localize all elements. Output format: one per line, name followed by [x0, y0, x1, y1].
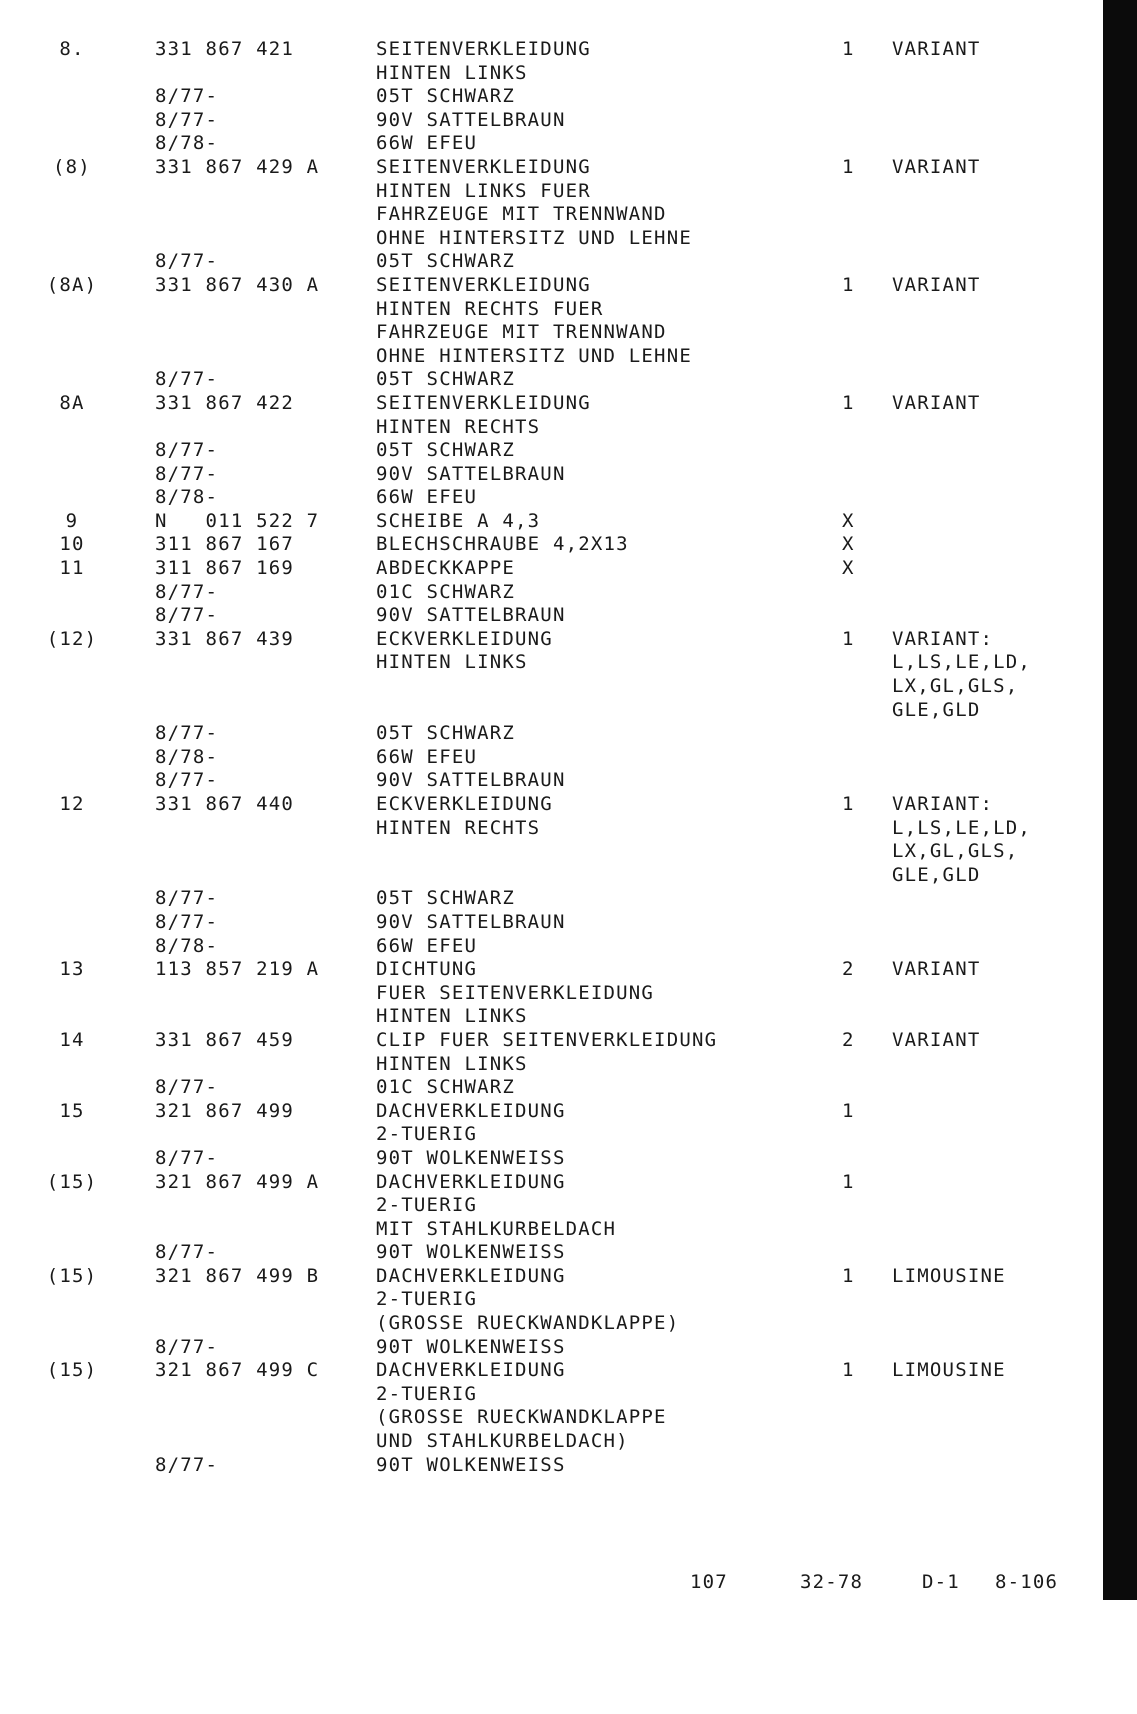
table-row: [0, 1147, 1080, 1171]
part-description: HINTEN RECHTS: [376, 816, 541, 839]
part-description: ECKVERKLEIDUNG: [376, 793, 553, 815]
table-row: [0, 604, 1080, 628]
part-description: UND STAHLKURBELDACH): [376, 1430, 629, 1453]
part-description: (GROSSE RUECKWANDKLAPPE): [376, 1312, 680, 1335]
part-description: 66W EFEU: [376, 132, 478, 155]
remark: LX,GL,GLS,: [892, 675, 1019, 698]
part-description: 90V SATTELBRAUN: [376, 604, 566, 627]
item-position: 13: [59, 958, 85, 981]
part-description: 05T SCHWARZ: [376, 368, 516, 391]
quantity: 1: [842, 627, 855, 650]
quantity: 1: [842, 391, 855, 414]
part-description: MIT STAHLKURBELDACH: [376, 1217, 617, 1240]
part-number: 331 867 430 A: [155, 273, 320, 296]
table-row: [0, 1359, 1080, 1383]
table-row: [0, 982, 1080, 1006]
quantity: X: [842, 533, 855, 556]
part-description: DACHVERKLEIDUNG: [376, 1170, 566, 1193]
part-description: 2-TUERIG: [376, 1288, 478, 1311]
part-number: 311 867 169: [155, 557, 295, 580]
part-number: 331 867 422: [155, 391, 295, 414]
table-row: [0, 109, 1080, 133]
table-row: [0, 180, 1080, 204]
table-row: [0, 722, 1080, 746]
part-description: (GROSSE RUECKWANDKLAPPE: [376, 1406, 667, 1429]
table-row: [0, 840, 1080, 864]
part-number: 321 867 499 C: [155, 1359, 320, 1382]
part-description: 90V SATTELBRAUN: [376, 769, 566, 792]
part-description: 90V SATTELBRAUN: [376, 462, 566, 485]
remark: VARIANT: [892, 273, 981, 296]
part-description: 05T SCHWARZ: [376, 439, 516, 462]
table-row: [0, 699, 1080, 723]
table-row: [0, 132, 1080, 156]
part-description: 2-TUERIG: [376, 1194, 478, 1217]
part-number: 331 867 440: [155, 793, 295, 815]
table-row: [0, 1100, 1080, 1124]
part-number: 8/77-: [155, 1241, 219, 1264]
part-description: HINTEN LINKS: [376, 61, 528, 84]
part-description: FAHRZEUGE MIT TRENNWAND: [376, 321, 667, 344]
part-number: 321 867 499: [155, 1099, 295, 1122]
table-row: [0, 38, 1080, 62]
table-row: [0, 935, 1080, 959]
part-description: BLECHSCHRAUBE 4,2X13: [376, 533, 629, 556]
table-row: [0, 769, 1080, 793]
part-number: 8/77-: [155, 1453, 219, 1476]
part-description: DACHVERKLEIDUNG: [376, 1264, 566, 1287]
part-description: CLIP FUER SEITENVERKLEIDUNG: [376, 1028, 718, 1051]
table-row: [0, 1005, 1080, 1029]
item-position: (15): [46, 1264, 98, 1287]
item-position: 8A: [59, 391, 85, 414]
part-number: 8/77-: [155, 462, 219, 485]
part-number: 8/77-: [155, 85, 219, 108]
part-description: 05T SCHWARZ: [376, 887, 516, 910]
table-row: [0, 911, 1080, 935]
part-description: 2-TUERIG: [376, 1382, 478, 1405]
part-description: SEITENVERKLEIDUNG: [376, 38, 591, 60]
table-row: [0, 1336, 1080, 1360]
part-number: 311 867 167: [155, 533, 295, 556]
table-row: [0, 746, 1080, 770]
part-description: OHNE HINTERSITZ UND LEHNE: [376, 226, 692, 249]
table-row: [0, 250, 1080, 274]
footer-reference: 8-106: [995, 1571, 1059, 1593]
quantity: 1: [842, 38, 855, 60]
part-description: DICHTUNG: [376, 958, 478, 981]
remark: LX,GL,GLS,: [892, 840, 1019, 863]
item-position: (15): [46, 1359, 98, 1382]
table-row: [0, 1241, 1080, 1265]
quantity: 1: [842, 1170, 855, 1193]
part-number: 8/78-: [155, 486, 219, 509]
table-row: [0, 1171, 1080, 1195]
part-number: 331 867 421: [155, 38, 295, 60]
part-description: 66W EFEU: [376, 934, 478, 957]
part-description: 90T WOLKENWEISS: [376, 1241, 566, 1264]
table-row: [0, 85, 1080, 109]
table-row: [0, 533, 1080, 557]
table-row: [0, 887, 1080, 911]
remark: LIMOUSINE: [892, 1359, 1006, 1382]
item-position: 15: [59, 1099, 85, 1122]
part-description: 2-TUERIG: [376, 1123, 478, 1146]
part-description: SEITENVERKLEIDUNG: [376, 273, 591, 296]
part-description: DACHVERKLEIDUNG: [376, 1359, 566, 1382]
part-number: 8/77-: [155, 887, 219, 910]
part-description: HINTEN LINKS: [376, 1052, 528, 1075]
part-number: 8/77-: [155, 1335, 219, 1358]
part-number: 8/77-: [155, 368, 219, 391]
item-position: 8.: [59, 38, 85, 60]
table-row: [0, 486, 1080, 510]
part-number: 8/77-: [155, 250, 219, 273]
table-row: [0, 1076, 1080, 1100]
table-row: [0, 368, 1080, 392]
part-number: 113 857 219 A: [155, 958, 320, 981]
table-row: [0, 439, 1080, 463]
table-row: [0, 510, 1080, 534]
part-number: 321 867 499 A: [155, 1170, 320, 1193]
table-row: [0, 321, 1080, 345]
part-number: 8/77-: [155, 1076, 219, 1099]
table-row: [0, 156, 1080, 180]
part-description: 90V SATTELBRAUN: [376, 108, 566, 131]
item-position: (12): [46, 627, 98, 650]
table-row: [0, 675, 1080, 699]
part-description: HINTEN LINKS: [376, 651, 528, 674]
part-description: 05T SCHWARZ: [376, 85, 516, 108]
part-description: FUER SEITENVERKLEIDUNG: [376, 981, 655, 1004]
quantity: 1: [842, 793, 855, 815]
part-number: 8/77-: [155, 604, 219, 627]
remark: VARIANT: [892, 958, 981, 981]
part-description: SEITENVERKLEIDUNG: [376, 155, 591, 178]
quantity: 1: [842, 273, 855, 296]
part-description: 01C SCHWARZ: [376, 580, 516, 603]
table-row: [0, 392, 1080, 416]
part-description: 66W EFEU: [376, 745, 478, 768]
table-row: [0, 1053, 1080, 1077]
part-number: 8/77-: [155, 1146, 219, 1169]
part-number: 8/78-: [155, 132, 219, 155]
table-row: [0, 1383, 1080, 1407]
remark: VARIANT:: [892, 793, 994, 815]
remark: VARIANT: [892, 155, 981, 178]
part-number: 8/77-: [155, 439, 219, 462]
quantity: 1: [842, 1099, 855, 1122]
remark: LIMOUSINE: [892, 1264, 1006, 1287]
part-number: 331 867 439: [155, 627, 295, 650]
table-row: [0, 274, 1080, 298]
part-description: ECKVERKLEIDUNG: [376, 627, 553, 650]
item-position: (8): [53, 155, 91, 178]
quantity: X: [842, 509, 855, 532]
part-number: 331 867 459: [155, 1028, 295, 1051]
item-position: 11: [59, 557, 85, 580]
part-number: N 011 522 7: [155, 509, 320, 532]
parts-table: [0, 38, 1080, 1477]
item-position: (8A): [46, 273, 98, 296]
part-number: 8/78-: [155, 745, 219, 768]
part-description: HINTEN LINKS FUER: [376, 179, 591, 202]
item-position: 12: [59, 793, 85, 815]
remark: GLE,GLD: [892, 863, 981, 886]
quantity: 1: [842, 1359, 855, 1382]
part-description: 01C SCHWARZ: [376, 1076, 516, 1099]
part-description: HINTEN RECHTS: [376, 415, 541, 438]
scan-edge-border: [1103, 0, 1137, 1600]
remark: L,LS,LE,LD,: [892, 816, 1032, 839]
table-row: [0, 62, 1080, 86]
table-row: [0, 581, 1080, 605]
part-number: 8/78-: [155, 934, 219, 957]
table-row: [0, 298, 1080, 322]
table-row: [0, 651, 1080, 675]
table-row: [0, 628, 1080, 652]
part-description: 66W EFEU: [376, 486, 478, 509]
table-row: [0, 817, 1080, 841]
part-number: 331 867 429 A: [155, 155, 320, 178]
table-row: [0, 463, 1080, 487]
table-row: [0, 1312, 1080, 1336]
quantity: 2: [842, 1028, 855, 1051]
table-row: [0, 1454, 1080, 1478]
part-description: HINTEN RECHTS FUER: [376, 297, 604, 320]
part-description: 05T SCHWARZ: [376, 250, 516, 273]
part-description: 90T WOLKENWEISS: [376, 1146, 566, 1169]
table-row: [0, 345, 1080, 369]
remark: L,LS,LE,LD,: [892, 651, 1032, 674]
table-row: [0, 1430, 1080, 1454]
table-row: [0, 1288, 1080, 1312]
item-position: 10: [59, 533, 85, 556]
table-row: [0, 793, 1080, 817]
table-row: [0, 1218, 1080, 1242]
part-description: ABDECKKAPPE: [376, 557, 516, 580]
part-description: SCHEIBE A 4,3: [376, 509, 541, 532]
table-row: [0, 1123, 1080, 1147]
part-description: 90T WOLKENWEISS: [376, 1335, 566, 1358]
item-position: 14: [59, 1028, 85, 1051]
footer-date-code: 32-78: [800, 1571, 864, 1593]
table-row: [0, 864, 1080, 888]
table-row: [0, 1265, 1080, 1289]
part-description: FAHRZEUGE MIT TRENNWAND: [376, 203, 667, 226]
table-row: [0, 416, 1080, 440]
remark: VARIANT: [892, 1028, 981, 1051]
item-position: (15): [46, 1170, 98, 1193]
remark: VARIANT:: [892, 627, 994, 650]
remark: GLE,GLD: [892, 698, 981, 721]
part-number: 8/77-: [155, 722, 219, 745]
table-row: [0, 227, 1080, 251]
footer-page-number: 107: [690, 1571, 728, 1593]
table-row: [0, 958, 1080, 982]
footer-section: D-1: [922, 1571, 960, 1593]
item-position: 9: [65, 509, 79, 532]
remark: VARIANT: [892, 38, 981, 60]
part-description: 90T WOLKENWEISS: [376, 1453, 566, 1476]
part-number: 8/77-: [155, 910, 219, 933]
part-number: 8/77-: [155, 108, 219, 131]
page-footer: [0, 1570, 1080, 1594]
quantity: 1: [842, 155, 855, 178]
part-number: 8/77-: [155, 580, 219, 603]
part-number: 321 867 499 B: [155, 1264, 320, 1287]
table-row: [0, 1406, 1080, 1430]
quantity: 1: [842, 1264, 855, 1287]
part-description: HINTEN LINKS: [376, 1005, 528, 1028]
table-row: [0, 557, 1080, 581]
quantity: 2: [842, 958, 855, 981]
remark: VARIANT: [892, 391, 981, 414]
part-number: 8/77-: [155, 769, 219, 792]
table-row: [0, 1029, 1080, 1053]
part-description: SEITENVERKLEIDUNG: [376, 391, 591, 414]
quantity: X: [842, 557, 855, 580]
table-row: [0, 1194, 1080, 1218]
part-description: OHNE HINTERSITZ UND LEHNE: [376, 344, 692, 367]
table-row: [0, 203, 1080, 227]
part-description: DACHVERKLEIDUNG: [376, 1099, 566, 1122]
part-description: 90V SATTELBRAUN: [376, 910, 566, 933]
part-description: 05T SCHWARZ: [376, 722, 516, 745]
